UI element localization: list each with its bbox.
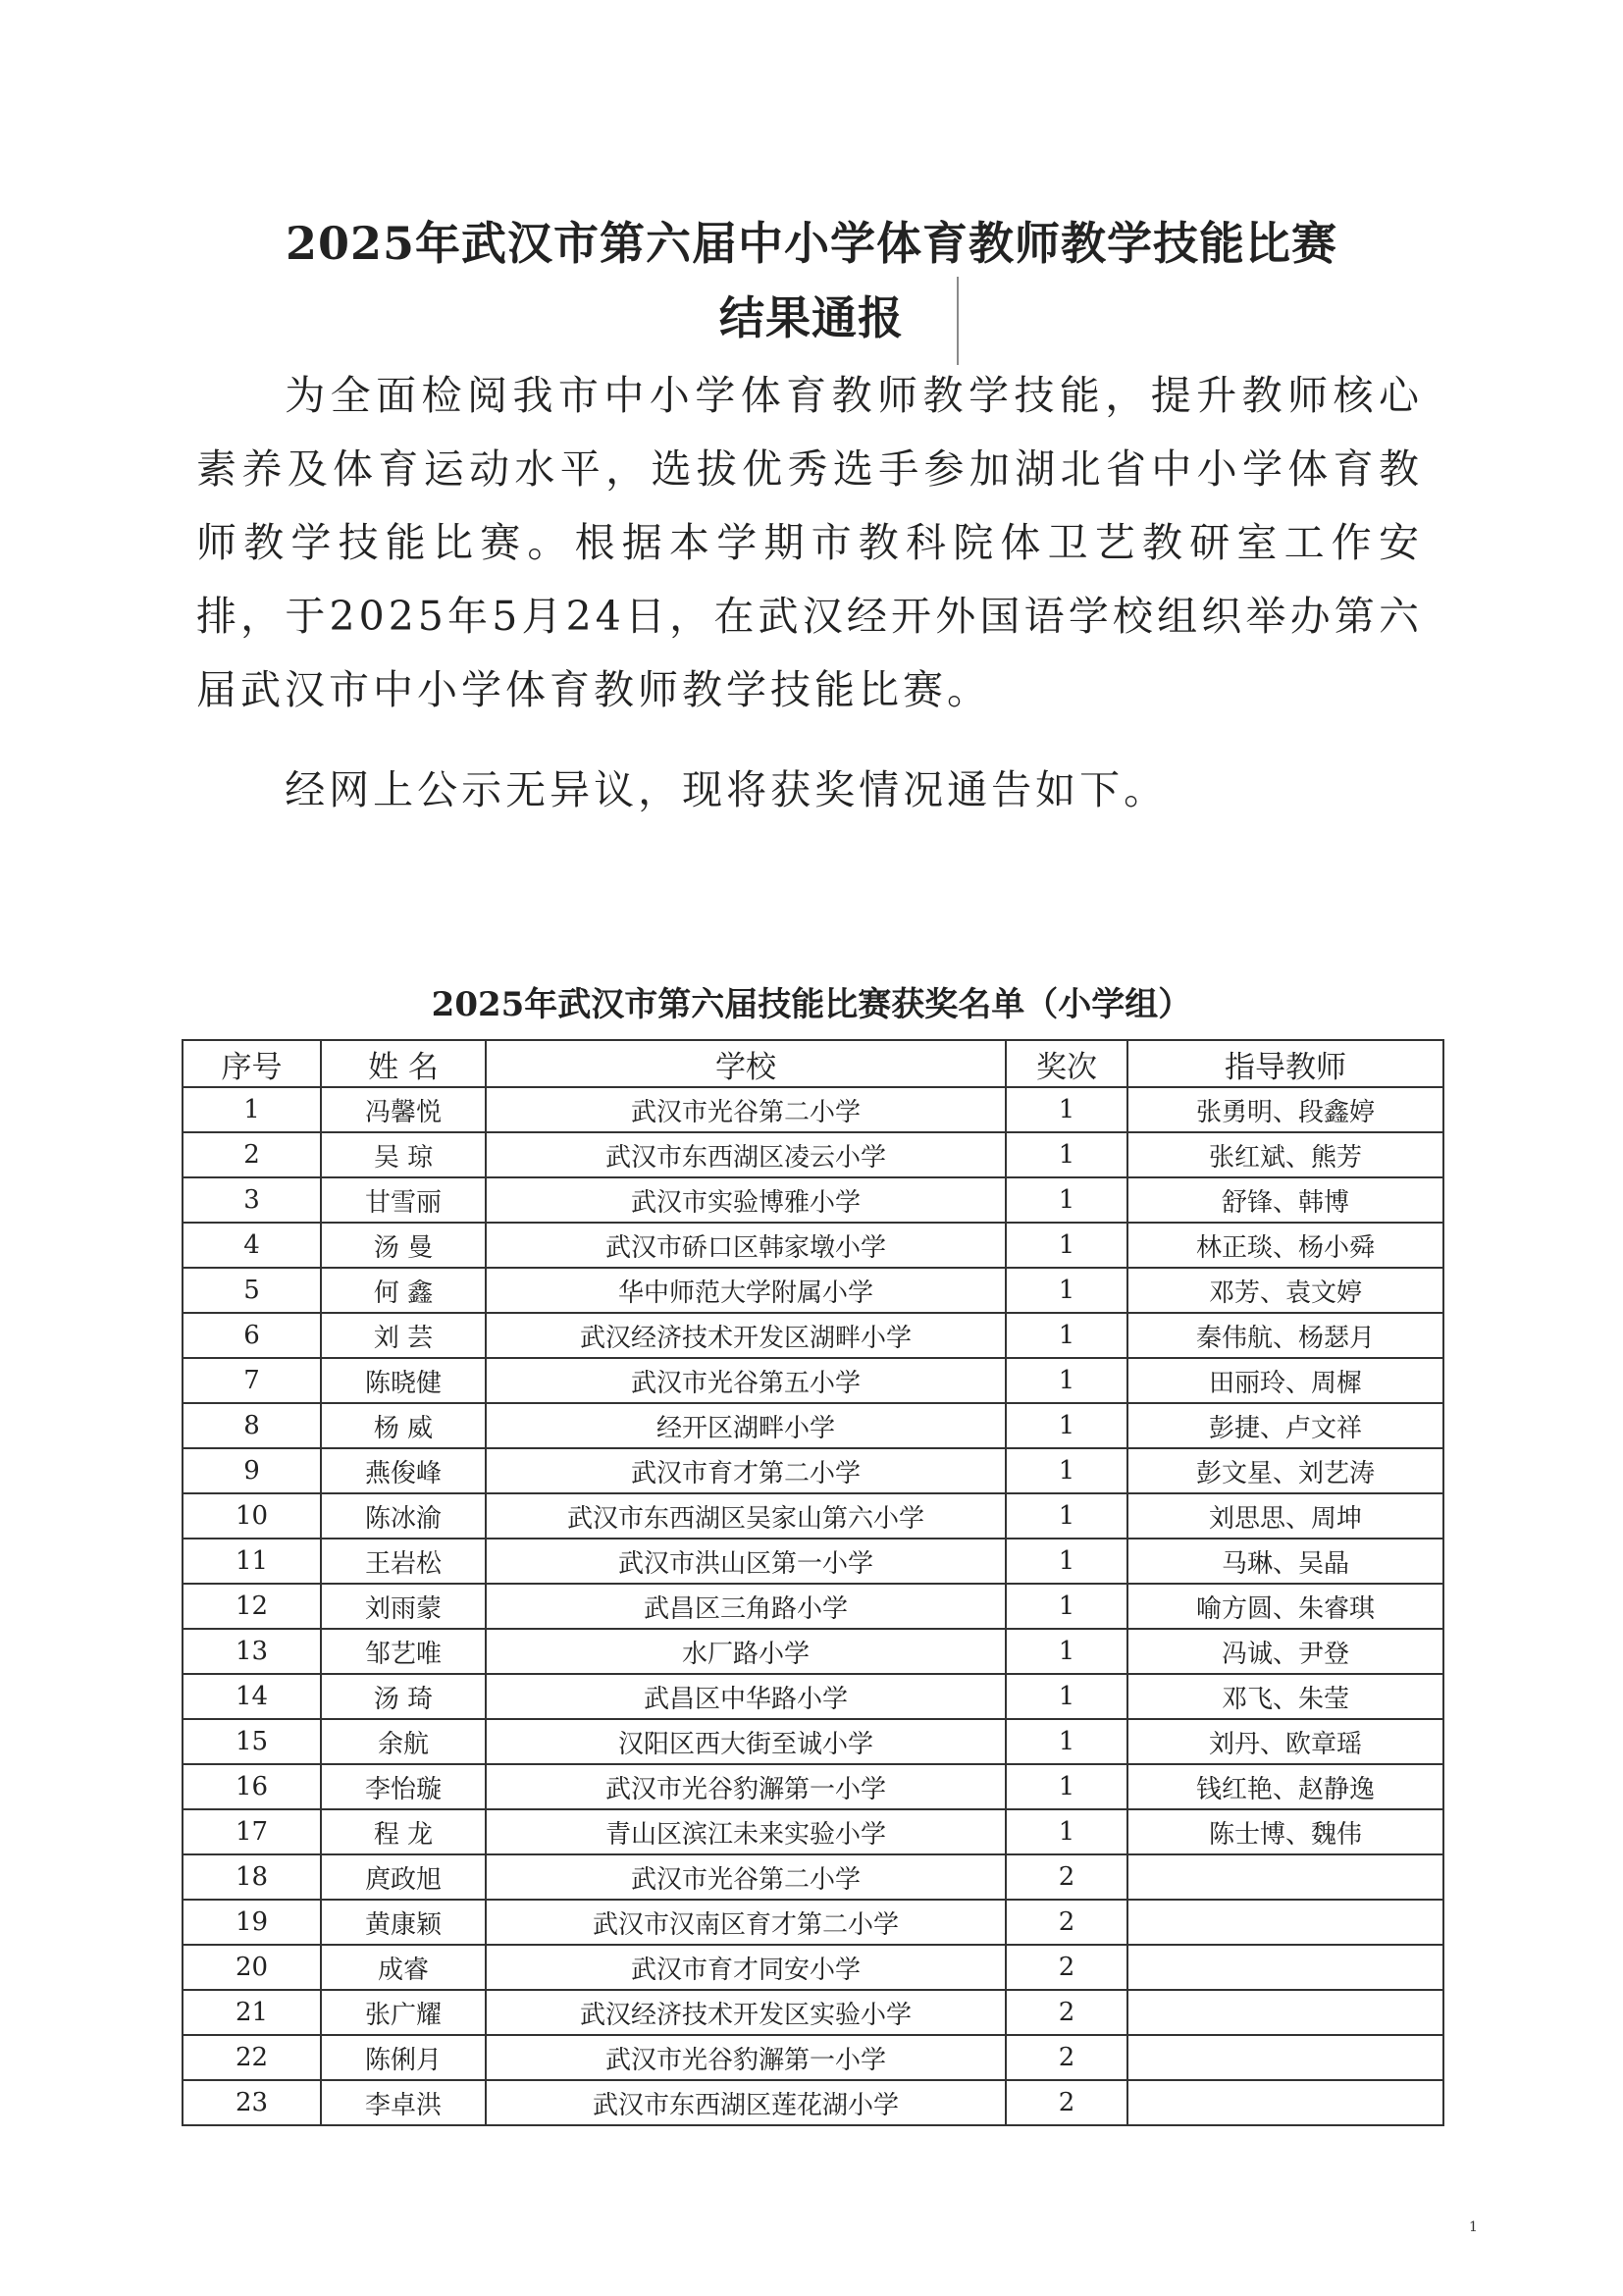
cell-index: 13	[183, 1629, 321, 1674]
table-row	[183, 1900, 1443, 1945]
cell-advisor: 田丽玲、周樨	[1127, 1358, 1443, 1403]
cell-award: 1	[1006, 1674, 1127, 1719]
cell-name: 余航	[321, 1719, 486, 1764]
cell-name: 杨 威	[321, 1403, 486, 1448]
cell-advisor: 邓飞、朱莹	[1127, 1674, 1443, 1719]
cell-school: 武汉市硚口区韩家墩小学	[486, 1223, 1006, 1268]
cell-advisor	[1127, 1854, 1443, 1900]
cell-award: 1	[1006, 1403, 1127, 1448]
cell-name: 刘 芸	[321, 1313, 486, 1358]
cell-school: 武汉市光谷豹澥第一小学	[486, 2035, 1006, 2080]
cell-index: 1	[183, 1087, 321, 1132]
cell-award: 1	[1006, 1313, 1127, 1358]
table-row	[183, 1945, 1443, 1990]
cell-index: 12	[183, 1584, 321, 1629]
cell-award: 1	[1006, 1358, 1127, 1403]
awards-table	[182, 1039, 1444, 2126]
cell-award: 2	[1006, 1945, 1127, 1990]
intro-paragraph: 为全面检阅我市中小学体育教师教学技能，提升教师核心素养及体育运动水平，选拔优秀选手参加湖北省中小学体育教师教学技能比赛。根据本学期市教科院体卫艺教研室工作安排，于2025年5月24日，在武汉经开外国语学校组织举办第六届武汉市中小学体育教师教学技能比赛。	[196, 372, 1423, 713]
cell-index: 18	[183, 1854, 321, 1900]
document-subtitle: 结果通报	[719, 291, 904, 344]
document-title: 2025年武汉市第六届中小学体育教师教学技能比赛	[285, 217, 1338, 270]
table-row	[183, 1629, 1443, 1674]
cell-advisor	[1127, 2035, 1443, 2080]
cell-advisor: 陈士博、魏伟	[1127, 1809, 1443, 1854]
cell-school: 武汉经济技术开发区实验小学	[486, 1990, 1006, 2035]
cell-award: 1	[1006, 1493, 1127, 1539]
cell-advisor: 彭文星、刘艺涛	[1127, 1448, 1443, 1493]
cell-advisor: 邓芳、袁文婷	[1127, 1268, 1443, 1313]
cell-name: 汤 曼	[321, 1223, 486, 1268]
cell-advisor: 钱红艳、赵静逸	[1127, 1764, 1443, 1809]
cell-award: 2	[1006, 1854, 1127, 1900]
cell-award: 1	[1006, 1177, 1127, 1223]
cell-advisor: 舒锋、韩博	[1127, 1177, 1443, 1223]
table-row	[183, 1674, 1443, 1719]
cell-school: 武汉市育才同安小学	[486, 1945, 1006, 1990]
cell-name: 程 龙	[321, 1809, 486, 1854]
cell-index: 11	[183, 1539, 321, 1584]
cell-name: 张广耀	[321, 1990, 486, 2035]
cell-index: 9	[183, 1448, 321, 1493]
cell-school: 水厂路小学	[486, 1629, 1006, 1674]
cell-name: 吴 琼	[321, 1132, 486, 1177]
table-row	[183, 1403, 1443, 1448]
header-school: 学校	[486, 1040, 1006, 1087]
scan-edge-mark	[957, 277, 959, 365]
table-row	[183, 1313, 1443, 1358]
cell-award: 1	[1006, 1764, 1127, 1809]
cell-index: 19	[183, 1900, 321, 1945]
cell-advisor	[1127, 1945, 1443, 1990]
notice-paragraph: 经网上公示无异议，现将获奖情况通告如下。	[285, 766, 1169, 813]
cell-advisor	[1127, 2080, 1443, 2125]
cell-name: 陈晓健	[321, 1358, 486, 1403]
cell-school: 武昌区中华路小学	[486, 1674, 1006, 1719]
cell-index: 6	[183, 1313, 321, 1358]
cell-name: 黄康颖	[321, 1900, 486, 1945]
table-row	[183, 1223, 1443, 1268]
table-row	[183, 1132, 1443, 1177]
cell-advisor: 刘思思、周坤	[1127, 1493, 1443, 1539]
cell-advisor: 林正琰、杨小舜	[1127, 1223, 1443, 1268]
cell-award: 2	[1006, 2080, 1127, 2125]
cell-award: 1	[1006, 1809, 1127, 1854]
cell-name: 陈俐月	[321, 2035, 486, 2080]
cell-name: 汤 琦	[321, 1674, 486, 1719]
cell-award: 2	[1006, 1900, 1127, 1945]
cell-school: 武汉市汉南区育才第二小学	[486, 1900, 1006, 1945]
cell-award: 1	[1006, 1087, 1127, 1132]
cell-index: 22	[183, 2035, 321, 2080]
cell-advisor: 彭捷、卢文祥	[1127, 1403, 1443, 1448]
cell-name: 成睿	[321, 1945, 486, 1990]
cell-advisor: 秦伟航、杨瑟月	[1127, 1313, 1443, 1358]
cell-name: 燕俊峰	[321, 1448, 486, 1493]
cell-index: 2	[183, 1132, 321, 1177]
cell-name: 陈冰渝	[321, 1493, 486, 1539]
cell-school: 经开区湖畔小学	[486, 1403, 1006, 1448]
cell-index: 15	[183, 1719, 321, 1764]
cell-school: 武汉市东西湖区凌云小学	[486, 1132, 1006, 1177]
header-advisor: 指导教师	[1127, 1040, 1443, 1087]
table-row	[183, 1764, 1443, 1809]
cell-school: 武汉市光谷豹澥第一小学	[486, 1764, 1006, 1809]
table-row	[183, 2080, 1443, 2125]
cell-advisor: 刘丹、欧章瑶	[1127, 1719, 1443, 1764]
cell-advisor: 马琳、吴晶	[1127, 1539, 1443, 1584]
table-row	[183, 1177, 1443, 1223]
table-row	[183, 2035, 1443, 2080]
cell-name: 何 鑫	[321, 1268, 486, 1313]
cell-index: 20	[183, 1945, 321, 1990]
header-award: 奖次	[1006, 1040, 1127, 1087]
table-row	[183, 1358, 1443, 1403]
cell-index: 3	[183, 1177, 321, 1223]
table-row	[183, 1584, 1443, 1629]
cell-school: 武汉市光谷第五小学	[486, 1358, 1006, 1403]
cell-name: 冯馨悦	[321, 1087, 486, 1132]
cell-index: 4	[183, 1223, 321, 1268]
page-number: 1	[1469, 2219, 1478, 2235]
cell-index: 21	[183, 1990, 321, 2035]
cell-school: 武汉市光谷第二小学	[486, 1087, 1006, 1132]
cell-index: 8	[183, 1403, 321, 1448]
cell-school: 华中师范大学附属小学	[486, 1268, 1006, 1313]
cell-award: 1	[1006, 1584, 1127, 1629]
cell-index: 17	[183, 1809, 321, 1854]
cell-advisor	[1127, 1990, 1443, 2035]
cell-award: 1	[1006, 1132, 1127, 1177]
cell-school: 青山区滨江未来实验小学	[486, 1809, 1006, 1854]
cell-award: 2	[1006, 1990, 1127, 2035]
cell-school: 武汉市育才第二小学	[486, 1448, 1006, 1493]
cell-advisor: 冯诚、尹登	[1127, 1629, 1443, 1674]
cell-advisor: 喻方圆、朱睿琪	[1127, 1584, 1443, 1629]
cell-award: 1	[1006, 1629, 1127, 1674]
cell-school: 武汉经济技术开发区湖畔小学	[486, 1313, 1006, 1358]
cell-index: 5	[183, 1268, 321, 1313]
awards-table-body	[183, 1087, 1443, 2125]
cell-name: 刘雨蒙	[321, 1584, 486, 1629]
cell-index: 7	[183, 1358, 321, 1403]
cell-award: 1	[1006, 1719, 1127, 1764]
table-row	[183, 1493, 1443, 1539]
cell-award: 1	[1006, 1448, 1127, 1493]
cell-name: 庹政旭	[321, 1854, 486, 1900]
cell-advisor: 张勇明、段鑫婷	[1127, 1087, 1443, 1132]
cell-index: 14	[183, 1674, 321, 1719]
cell-name: 李卓洪	[321, 2080, 486, 2125]
cell-award: 2	[1006, 2035, 1127, 2080]
cell-award: 1	[1006, 1268, 1127, 1313]
table-row	[183, 1087, 1443, 1132]
cell-advisor: 张红斌、熊芳	[1127, 1132, 1443, 1177]
table-row	[183, 1268, 1443, 1313]
cell-school: 汉阳区西大街至诚小学	[486, 1719, 1006, 1764]
table-row	[183, 1539, 1443, 1584]
table-row	[183, 1448, 1443, 1493]
table-row	[183, 1990, 1443, 2035]
cell-index: 10	[183, 1493, 321, 1539]
cell-index: 16	[183, 1764, 321, 1809]
cell-name: 邹艺唯	[321, 1629, 486, 1674]
table-row	[183, 1719, 1443, 1764]
table-row	[183, 1809, 1443, 1854]
cell-award: 1	[1006, 1539, 1127, 1584]
cell-index: 23	[183, 2080, 321, 2125]
cell-award: 1	[1006, 1223, 1127, 1268]
cell-school: 武汉市光谷第二小学	[486, 1854, 1006, 1900]
cell-name: 李怡璇	[321, 1764, 486, 1809]
cell-school: 武昌区三角路小学	[486, 1584, 1006, 1629]
table-row	[183, 1854, 1443, 1900]
cell-name: 甘雪丽	[321, 1177, 486, 1223]
header-index: 序号	[183, 1040, 321, 1087]
cell-school: 武汉市洪山区第一小学	[486, 1539, 1006, 1584]
cell-school: 武汉市实验博雅小学	[486, 1177, 1006, 1223]
table-title: 2025年武汉市第六届技能比赛获奖名单（小学组）	[431, 985, 1192, 1024]
table-header-row	[183, 1040, 1443, 1087]
cell-name: 王岩松	[321, 1539, 486, 1584]
header-name: 姓 名	[321, 1040, 486, 1087]
cell-school: 武汉市东西湖区莲花湖小学	[486, 2080, 1006, 2125]
cell-advisor	[1127, 1900, 1443, 1945]
cell-school: 武汉市东西湖区吴家山第六小学	[486, 1493, 1006, 1539]
